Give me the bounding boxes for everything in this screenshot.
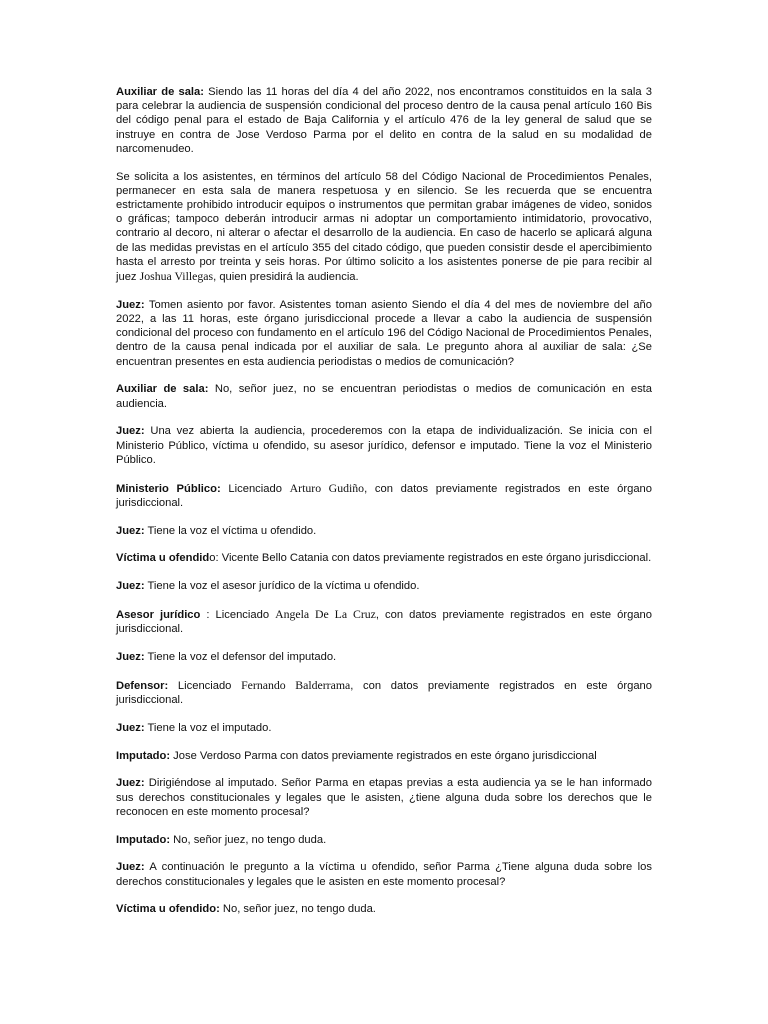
speaker-label: Juez: (116, 651, 145, 664)
speaker-label: Imputado: (116, 833, 171, 846)
paragraph-14 (116, 749, 652, 763)
paragraph-6 (116, 481, 652, 510)
paragraph-5 (116, 424, 652, 467)
paragraph-text: Tiene la voz el defensor del imputado. (144, 651, 337, 664)
paragraph-2 (116, 170, 652, 285)
paragraph-text: A continuación le pregunto a la víctima u ofendido, señor Parma ¿Tiene alguna duda sobre los derechos constitucionales y legales que le asisten en este momento procesal? (116, 861, 652, 888)
paragraph-text: Se solicita a los asistentes, en términos del artículo 58 del Código Nacional de Procedimientos Penales, permanecer en esta sala de manera respetuosa y en silencio. Se les recuerda que se encuentra estrictamente prohibido introducir equipos o instrumentos que permitan grabar imágenes de video, sonidos o gráficas; tampoco deberán introducir armas ni adoptar un comportamiento intimidatorio, provocativo, contrario al decoro, ni alterar o afectar el desarrollo de la audiencia. En caso de hacerlo se aplicará alguna de las medidas previstas en el artículo 355 del citado código, que pueden consistir desde el apercibimiento hasta el arresto por treinta y seis horas. Por último solicito a los asistentes ponerse de pie para recibir al juez (116, 170, 652, 284)
paragraph-18 (116, 902, 652, 916)
document-page (116, 85, 652, 930)
paragraph-text: No, señor juez, no tengo duda. (219, 903, 376, 916)
paragraph-11 (116, 650, 652, 664)
paragraph-text: No, señor juez, no se encuentran periodistas o medios de comunicación en esta audiencia. (116, 383, 652, 410)
paragraph-3 (116, 298, 652, 369)
paragraph-4 (116, 382, 652, 410)
speaker-label: Asesor jurídico (116, 609, 201, 622)
paragraph-text: Licenciado (168, 679, 242, 692)
paragraph-text: Tiene la voz el asesor jurídico de la víctima u ofendido. (144, 580, 420, 593)
paragraph-17 (116, 860, 652, 888)
paragraph-text-after: , con datos previamente registrados en este órgano jurisdiccional. (116, 482, 653, 509)
paragraph-12 (116, 678, 652, 707)
paragraph-1 (116, 85, 652, 156)
paragraph-text: Licenciado (220, 482, 290, 495)
paragraph-text-after: , quien presidirá la audiencia. (213, 271, 359, 284)
paragraph-text: No, señor juez, no tengo duda. (170, 833, 327, 846)
defender-name: Fernando Balderrama (241, 677, 351, 692)
speaker-label: Juez: (116, 425, 145, 438)
paragraph-13 (116, 721, 652, 735)
speaker-label: Juez: (116, 298, 145, 311)
paragraph-text-after: , con datos previamente registrados en este órgano jurisdiccional. (116, 609, 652, 636)
paragraph-text: Una vez abierta la audiencia, procederemos con la etapa de individualización. Se inicia con el Ministerio Público, víctima u ofendido, su asesor jurídico, defensor e imputado. Tiene la voz el Ministerio Público. (116, 425, 652, 466)
advisor-name: Angela De La Cruz (275, 607, 376, 622)
paragraph-8 (116, 551, 652, 565)
paragraph-text: Tiene la voz el imputado. (144, 721, 272, 734)
paragraph-text: : Licenciado (200, 609, 276, 622)
paragraph-text: Siendo las 11 horas del día 4 del año 2022, nos encontramos constituidos en la sala 3 para celebrar la audiencia de suspensión condicional del proceso dentro de la causa penal artículo 160 Bis del código penal para el estado de Baja California y el artículo 476 de la ley general de salud que se instruye en contra de Jose Verdoso Parma por el delito en contra de la salud en su modalidad de narcomenudeo. (116, 86, 652, 155)
speaker-label: Víctima u ofendid (116, 552, 210, 565)
paragraph-16 (116, 833, 652, 847)
paragraph-text: Tiene la voz el víctima u ofendido. (144, 524, 317, 537)
speaker-label: Auxiliar de sala: (116, 86, 204, 98)
paragraph-text: o: Vicente Bello Catania con datos previamente registrados en este órgano jurisdiccional. (209, 552, 652, 565)
speaker-label: Juez: (116, 524, 145, 537)
speaker-label: Juez: (116, 721, 145, 734)
paragraph-text: Jose Verdoso Parma con datos previamente registrados en este órgano jurisdiccional (170, 749, 597, 762)
speaker-label: Ministerio Público: (116, 482, 221, 495)
paragraph-10 (116, 607, 652, 636)
speaker-label: Auxiliar de sala: (116, 383, 209, 396)
speaker-label: Juez: (116, 580, 145, 593)
speaker-label: Imputado: (116, 749, 171, 762)
paragraph-9 (116, 579, 652, 593)
paragraph-text-after: , con datos previamente registrados en este órgano jurisdiccional. (116, 679, 652, 707)
speaker-label: Juez: (116, 861, 145, 874)
judge-name: Joshua Villegas (139, 269, 214, 284)
speaker-label: Defensor: (116, 679, 169, 692)
paragraph-text: Tomen asiento por favor. Asistentes toman asiento Siendo el día 4 del mes de noviembre del año 2022, a las 11 horas, este órgano jurisdiccional procede a llevar a cabo la audiencia de suspensión condicional del proceso con fundamento en el artículo 196 del Código Nacional de Procedimientos Penales, dentro de la causa penal indicada por el auxiliar de sala. Le pregunto ahora al auxiliar de sala: ¿Se encuentran presentes en esta audiencia periodistas o medios de comunicación? (116, 298, 652, 368)
paragraph-15 (116, 776, 652, 819)
attorney-name: Arturo Gudiño (289, 480, 365, 495)
paragraph-text: Dirigiéndose al imputado. Señor Parma en etapas previas a esta audiencia ya se le han informado sus derechos constitucionales y legales que le asisten, ¿tiene alguna duda sobre los derechos que le reconocen en este momento procesal? (116, 777, 652, 818)
paragraph-7 (116, 524, 652, 538)
speaker-label: Juez: (116, 777, 145, 790)
speaker-label: Víctima u ofendido: (116, 903, 220, 916)
